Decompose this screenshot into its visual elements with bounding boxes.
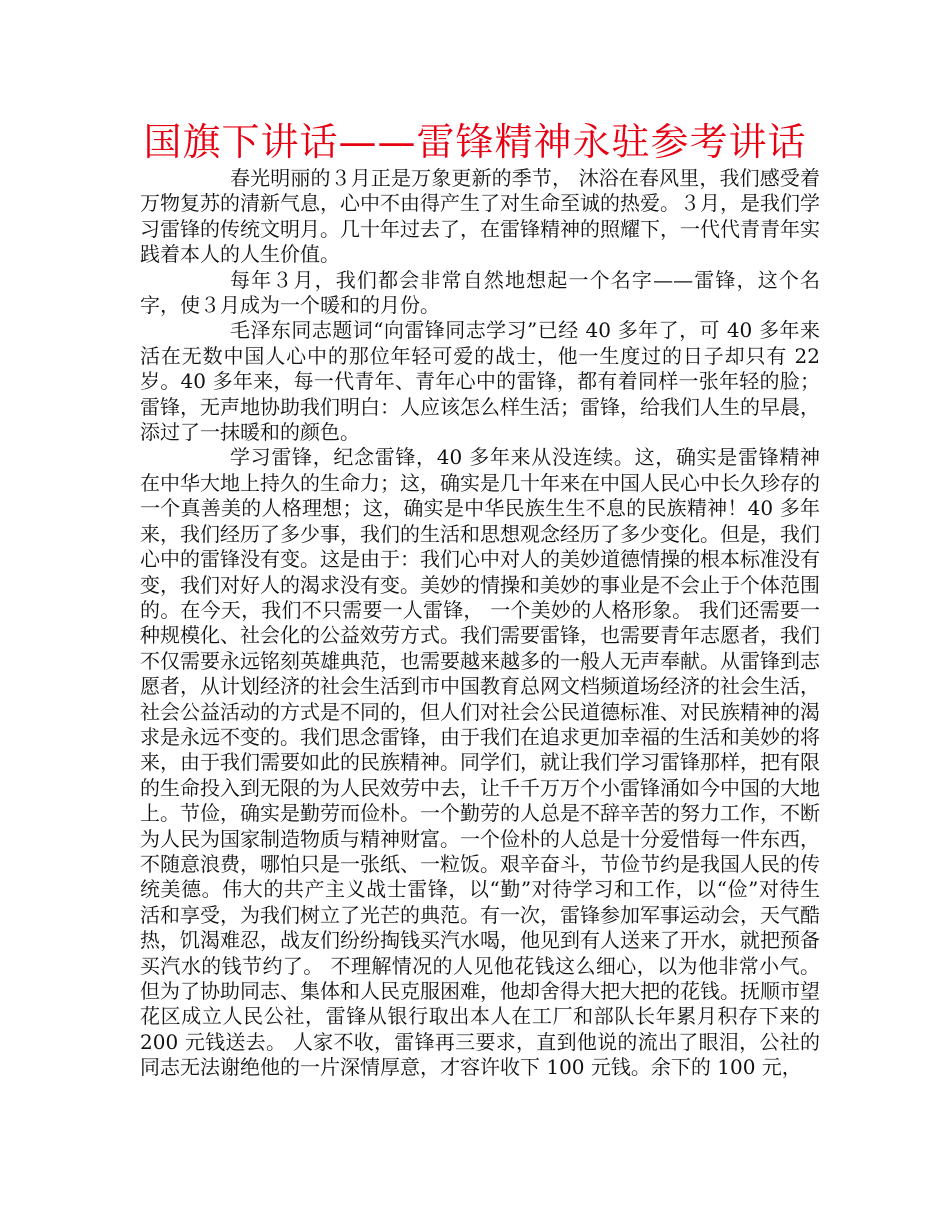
document-body: [140, 166, 820, 1081]
paragraph-3: 毛泽东同志题词“向雷锋同志学习”已经 40 多年了，可 40 多年来活在无数中国人心中的那位年轻可爱的战士，他一生度过的日子却只有 22 岁。40 多年来，每一代青年、青年心中的雷锋，都有着同样一张年轻的脸；雷锋，无声地协助我们明白：人应该怎么样生活；雷锋，给我们人生的早晨，添过了一抹暖和的颜色。: [140, 318, 820, 445]
document-title: 国旗下讲话——雷锋精神永驻参考讲话: [143, 120, 807, 164]
paragraph-1: 春光明丽的３月正是万象更新的季节， 沐浴在春风里，我们感受着万物复苏的清新气息，心中不由得产生了对生命至诚的热爱。３月，是我们学习雷锋的传统文明月。几十年过去了，在雷锋精神的照耀下，一代代青青年实践着本人的人生价值。: [140, 166, 820, 267]
paragraph-2: 每年３月，我们都会非常自然地想起一个名字——雷锋，这个名字，使３月成为一个暖和的月份。: [140, 267, 820, 318]
paragraph-4: 学习雷锋，纪念雷锋，40 多年来从没连续。这，确实是雷锋精神在中华大地上持久的生命力；这，确实是几十年来在中国人民心中长久珍存的一个真善美的人格理想；这，确实是中华民族生生不息的民族精神！40 多年来，我们经历了多少事，我们的生活和思想观念经历了多少变化。但是，我们心中的雷锋没有变。这是由于：我们心中对人的美妙道德情操的根本标准没有变，我们对好人的渴求没有变。美妙的情操和美妙的事业是不会止于个体范围的。在今天，我们不只需要一人雷锋， 一个美妙的人格形象。 我们还需要一种规模化、社会化的公益效劳方式。我们需要雷锋，也需要青年志愿者，我们不仅需要永远铭刻英雄典范，也需要越来越多的一般人无声奉献。从雷锋到志愿者，从计划经济的社会生活到市中国教育总网文档频道场经济的社会生活，社会公益活动的方式是不同的，但人们对社会公民道德标准、对民族精神的渴求是永远不变的。我们思念雷锋，由于我们在追求更加幸福的生活和美妙的将来，由于我们需要如此的民族精神。同学们，就让我们学习雷锋那样，把有限的生命投入到无限的为人民效劳中去，让千千万万个小雷锋涌如今中国的大地上。节俭，确实是勤劳而俭朴。一个勤劳的人总是不辞辛苦的努力工作，不断为人民为国家制造物质与精神财富。一个俭朴的人总是十分爱惜每一件东西，不随意浪费，哪怕只是一张纸、一粒饭。艰辛奋斗，节俭节约是我国人民的传统美德。伟大的共产主义战士雷锋，以“勤”对待学习和工作，以“俭”对待生活和享受，为我们树立了光芒的典范。有一次，雷锋参加军事运动会，天气酷热，饥渴难忍，战友们纷纷掏钱买汽水喝，他见到有人送来了开水，就把预备买汽水的钱节约了。 不理解情况的人见他花钱这么细心，以为他非常小气。 但为了协助同志、集体和人民克服困难，他却舍得大把大把的花钱。抚顺市望花区成立人民公社，雷锋从银行取出本人在工厂和部队长年累月积存下来的 200 元钱送去。 人家不收，雷锋再三要求，直到他说的流出了眼泪，公社的同志无法谢绝他的一片深情厚意，才容许收下 100 元钱。余下的 100 元，: [140, 445, 820, 1080]
